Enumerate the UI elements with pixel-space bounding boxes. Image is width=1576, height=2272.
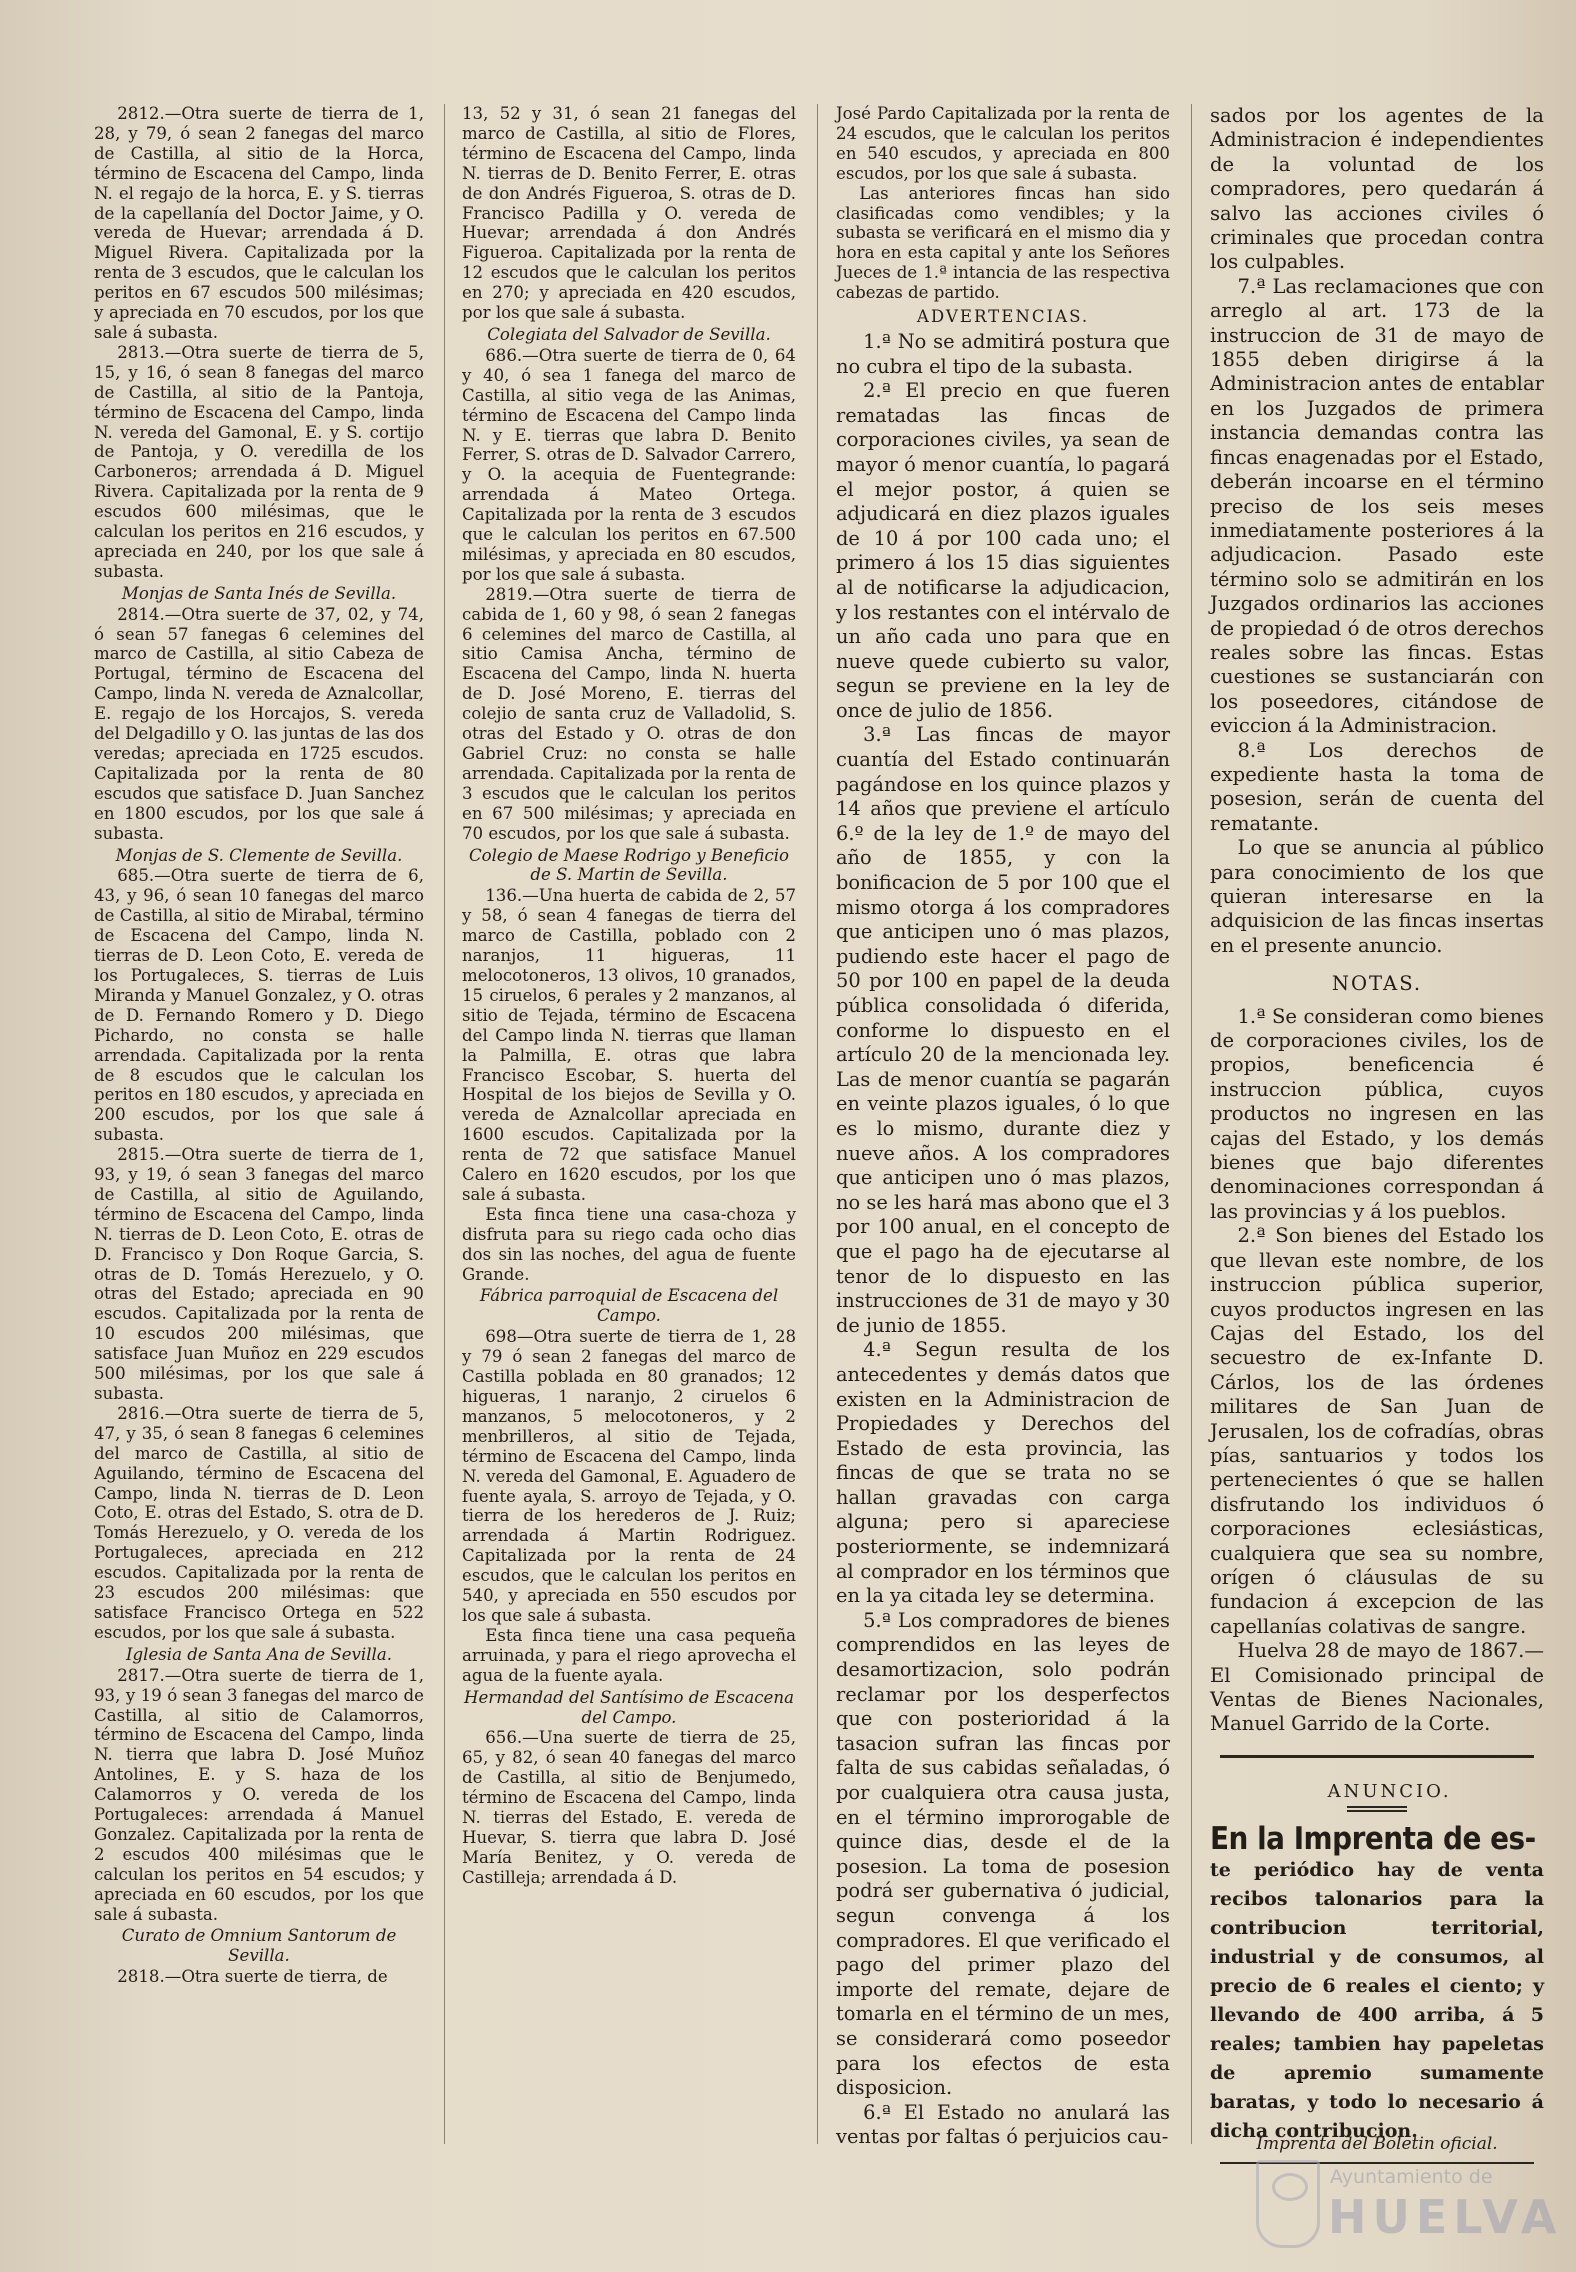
nota-1: 1.ª Se consideran como bienes de corporaciones civiles, los de propios, beneficencia é instruccion pública, cuyos productos no ingresen en las cajas del Estado, y los demás bienes que bajo diferentes denominaciones correspondan á las provincias y á los pueblos. (1210, 1004, 1544, 1223)
advertencia-6: 6.ª El Estado no anulará las ventas por faltas ó perjuicios cau- (836, 2100, 1170, 2149)
advertencia-8: 8.ª Los derechos de expediente hasta la toma de posesion, serán de cuenta del rematante. (1210, 738, 1544, 835)
continued-paragraph: 13, 52 y 31, ó sean 21 fanegas del marco de Castilla, al sitio de Flores, término de Escacena del Campo, linda N. tierras de D. Benito Ferrer, E. otras de don Andrés Figueroa, S. otras de D. Francisco Padilla y O. vereda de Huevar; arrendada á don Andrés Figueroa. Capitalizada por la renta de 12 escudos que le calculan los peritos en 270; y apreciada en 420 escudos, por los que sale á subasta. (462, 104, 796, 323)
divider (1220, 1755, 1534, 1758)
lot-2815: 2815.—Otra suerte de tierra de 1, 93, y 19, ó sean 3 fanegas del marco de Castilla, al sitio de Aguilando, término de Escacena del Campo, linda N. tierras de D. Leon Coto, E. otras de D. Francisco y Don Roque Garcia, S. otras de D. Tomás Herezuelo, y O. otras del Estado; apreciada en 90 escudos. Capitalizada por la renta de 10 escudos 200 milésimas, que satisface Juan Muñoz en 229 escudos 500 milésimas, por los que sale á subasta. (94, 1145, 424, 1403)
advertencia-4: 4.ª Segun resulta de los antecedentes y demás datos que existen en la Administracion de Propiedades y Derechos del Estado de esta provincia, las fincas de que se trata no se hallan gravadas con carga alguna; pero si apareciese posteriormente, se indemnizará al comprador en los términos que en la ya citada ley se determina. (836, 1338, 1170, 1608)
lot-2814: 2814.—Otra suerte de 37, 02, y 74, ó sean 57 fanegas 6 celemines del marco de Castilla, al sitio Cabeza de Portugal, término de Escacena del Campo, linda N. vereda de Aznalcollar, E. regajo de los Horcajos, S. vereda del Delgadillo y O. las juntas de las dos veredas; apreciada en 1725 escudos. Capitalizada por la renta de 80 escudos que satisface D. Juan Sanchez en 1800 escudos, por los que sale á subasta. (94, 604, 424, 843)
column-rule (817, 104, 818, 2144)
column-rule (1191, 104, 1192, 2144)
nota-2: 2.ª Son bienes del Estado los que llevan este nombre, de los instruccion pública superior, cuyos productos ingresen en las Cajas del Estado, los del secuestro de ex-Infante D. Cárlos, los de las órdenes militares de San Juan de Jerusalen, los de cofradías, obras pías, santuarios y todos los pertenecientes ó que se hallen disfrutando los individuos ó corporaciones eclesiásticas, cualquiera que sea su nombre, orígen ó cláusulas de su fundacion á excepcion de las capellanías colativas de sangre. (1210, 1224, 1544, 1638)
signature-date: Huelva 28 de mayo de 1867.—El Comisionado principal de Ventas de Bienes Nacionales, Manuel Garrido de la Corte. (1210, 1639, 1544, 1736)
watermark-line-2: HUELVA (1328, 2190, 1563, 2244)
advertencia-2: 2.ª El precio en que fueren rematadas las fincas de corporaciones civiles, ya sean de mayor ó menor cuantía, lo pagará el mejor postor, á quien se adjudicará en diez plazos iguales de 10 á por 100 cada uno; el primero á los 15 dias siguientes al de notificarse la adjudicacion, y los restantes con el intérvalo de un año cada uno para que en nueve quede cubierto su valor, segun se previene en la ley de once de julio de 1856. (836, 379, 1170, 722)
advertencia-3: 3.ª Las fincas de mayor cuantía del Estado continuarán pagándose en los quince plazos y 14 años que previene el artículo 6.º de la ley de 1.º de mayo del año de 1855, y con la bonificacion de 5 por 100 que el mismo otorga á los compradores que anticipen uno ó mas plazos, pudiendo este hacer el pago de 50 por 100 en papel de la deuda pública consolidada ó diferida, conforme lo dispuesto en el artículo 20 de la mencionada ley. Las de menor cuantía se pagarán en veinte plazos iguales, ó lo que es lo mismo, durante diez y nueve años. A los compradores que anticipen uno ó mas plazos, no se les hará mas abono que el 3 por 100 anual, en el concepto de que el pago ha de ejecutarse al tenor de lo dispuesto en las instrucciones de 31 de mayo y 30 de junio de 1855. (836, 723, 1170, 1337)
lot-2816: 2816.—Otra suerte de tierra de 5, 47, y 35, ó sean 8 fanegas 6 celemines del marco de Castilla, al sitio de Aguilando, término de Escacena del Campo, linda N. tierras de D. Leon Coto, E. otras del Estado, S. otra de D. Tomás Herezuelo, y O. vereda de los Portugaleces, apreciada en 212 escudos. Capitalizada por la renta de 23 escudos 200 milésimas: que satisface Francisco Ortega en 522 escudos, por los que sale á subasta. (94, 1403, 424, 1642)
section-heading: Colegio de Maese Rodrigo y Beneficio de S. Martin de Sevilla. (468, 845, 790, 885)
announcement-paragraph: Lo que se anuncia al público para conocimiento de los que quieran interesarse en la adquisicion de las fincas insertas en el presente anuncio. (1210, 836, 1544, 957)
lot-685: 685.—Otra suerte de tierra de 6, 43, y 96, ó sean 10 fanegas del marco de Castilla, al sitio de Mirabal, término de Escacena del Campo, linda N. tierras de D. Leon Coto, E. vereda de los Portugaleces, S. tierras de Luis Miranda y Manuel Gonzalez, y O. otras de D. Fernando Romero y D. Diego Pichardo, no consta se halle arrendada. Capitalizada por la renta de 8 escudos que le calculan los peritos en 180 escudos, y apreciada en 200 escudos, por los que sale á subasta. (94, 866, 424, 1145)
column-3 (836, 104, 1170, 2150)
column-4 (1210, 104, 1544, 2186)
section-heading: Colegiata del Salvador de Sevilla. (487, 324, 771, 344)
continued-paragraph: sados por los agentes de la Administracion é independientes de la voluntad de los compradores, pero quedarán á salvo las acciones civiles ó criminales que procedan contra los culpables. (1210, 104, 1544, 274)
lot-136: 136.—Una huerta de cabida de 2, 57 y 58, ó sean 4 fanegas de tierra del marco de Castilla, poblado con 2 naranjos, 11 higueras, 11 melocotoneros, 13 olivos, 10 granados, 15 ciruelos, 6 perales y 2 manzanos, al sitio de Tejada, término de Escacena del Campo linda N. tierras que llaman la Palmilla, E. otras que labra Francisco Escobar, S. huerta del Hospital de los biejos de Sevilla y O. vereda de Aznalcollar apreciada en 1600 escudos. Capitalizada por la renta de 72 que satisface Manuel Calero en 1620 escudos, por los que sale á subasta. (462, 886, 796, 1204)
section-heading: Curato de Omnium Santorum de Sevilla. (121, 1926, 397, 1966)
printer-imprint: Imprenta del Boletin oficial. (1256, 2134, 1498, 2154)
column-rule (444, 104, 445, 2144)
anuncio-heading: ANUNCIO. (1327, 1780, 1452, 1802)
advertencia-1: 1.ª No se admitirá postura que no cubra el tipo de la subasta. (836, 329, 1170, 378)
advertencia-5: 5.ª Los compradores de bienes comprendidos en las leyes de desamortizacion, solo podrán reclamar por los desperfectos que con posterioridad á la tasacion sufran las fincas por falta de sus cabidas señaladas, ó por cualquiera otra causa justa, en el término improrogable de quince dias, desde el de la posesion. La toma de posesion podrá ser gubernativa ó judicial, segun convenga á los compradores. El que verificado el pago del primer plazo del importe del remate, dejare de tomarla en el término de un mes, se considerará como poseedor para los efectos de esta disposicion. (836, 1608, 1170, 2100)
advertencia-7: 7.ª Las reclamaciones que con arreglo al art. 173 de la instruccion de 31 de mayo de 1855 deben dirigirse á la Administracion antes de entablar en los Juzgados de primera instancia demandas contra las fincas enagenadas por el Estado, deberán incoarse en el término preciso de los seis meses inmediatamente posteriores á la adjudicacion. Pasado este término solo se admitirán en los Juzgados ordinarios las acciones de propiedad ó de otros derechos reales sobre las fincas. Estas cuestiones se sustanciarán con los poseedores, citándose de eviccion á la Administracion. (1210, 274, 1544, 738)
anuncio-headline: En la Imprenta de es- (1210, 1821, 1536, 1858)
lot-2818: 2818.—Otra suerte de tierra, de (117, 1967, 388, 1987)
note-paragraph: Esta finca tiene una casa pequeña arruinada, y para el riego aprovecha el agua de la fuente ayala. (462, 1625, 796, 1685)
lot-2813: 2813.—Otra suerte de tierra de 5, 15, y 16, ó sean 8 fanegas del marco de Castilla, al sitio de la Pantoja, término de Escacena del Campo, linda N. vereda del Gamonal, E. y S. cortijo de Pantoja, y O. veredilla de los Carboneros; arrendada á D. Miguel Rivera. Capitalizada por la renta de 9 escudos 600 milésimas, que le calculan los peritos en 216 escudos, y apreciada en 240, por los que sale á subasta. (94, 342, 424, 581)
continued-paragraph: José Pardo Capitalizada por la renta de 24 escudos, que le calculan los peritos en 540 escudos, y apreciada en 800 escudos, por los que sale á subasta. (836, 104, 1170, 183)
lot-656: 656.—Una suerte de tierra de 25, 65, y 82, ó sean 40 fanegas del marco de Castilla, al sitio de Benjumedo, término de Escacena del Campo, linda N. tierras del Estado, E. vereda de Huevar, S. tierra que labra D. José María Benitez, y O. vereda de Castilleja; arrendada á D. (462, 1728, 796, 1887)
notas-heading: NOTAS. (1331, 972, 1423, 996)
lot-2819: 2819.—Otra suerte de tierra de cabida de 1, 60 y 98, ó sean 2 fanegas 6 celemines del marco de Castilla, al sitio Camisa Ancha, término de Escacena del Campo, linda N. huerta de D. José Moreno, E. tierras del colejio de santa cruz de Valladolid, S. otras del Estado y O. otras de don Gabriel Cruz: no consta se halle arrendada. Capitalizada por la renta de 3 escudos que le calculan los peritos en 67 500 milésimas; y apreciada en 70 escudos, por los que sale á subasta. (462, 584, 796, 843)
coat-of-arms-icon (1256, 2160, 1320, 2248)
lot-2812: 2812.—Otra suerte de tierra de 1, 28, y 79, ó sean 2 fanegas del marco de Castilla, al sitio de la Horca, término de Escacena del Campo, linda N. el regajo de la horca, E. y S. tierras de la capellanía del Doctor Jaime, y O. vereda de Huevar; arrendada á D. Miguel Rivera. Capitalizada por la renta de 3 escudos, que le calculan los peritos en 67 escudos 500 milésimas; y apreciada en 70 escudos, por los que sale á subasta. (94, 104, 424, 342)
lot-2817: 2817.—Otra suerte de tierra de 1, 93, y 19 ó sean 3 fanegas del marco de Castilla, al sitio de Calamorros, término de Escacena del Campo, linda N. tierra que labra D. José Muñoz Antolines, E. y S. haza de los Calamorros y O. vereda de los Portugaleces: arrendada á Manuel Gonzalez. Capitalizada por la renta de 2 escudos 400 milésimas que le calculan los peritos en 54 escudos; y apreciada en 60 escudos, por los que sale á subasta. (94, 1665, 424, 1924)
archive-watermark (1250, 2160, 1563, 2250)
watermark-line-1: Ayuntamiento de (1330, 2166, 1493, 2188)
advertencias-heading: ADVERTENCIAS. (916, 307, 1090, 327)
classification-paragraph: Las anteriores fincas han sido clasificadas como vendibles; y la subasta se verificará en el mismo dia y hora en esta capital y ante los Señores Jueces de 1.ª intancia de las respectiva cabezas de partido. (836, 183, 1170, 303)
anuncio-body: te periódico hay de venta recibos talonarios para la contribucion territorial, industrial y de consumos, al precio de 6 reales el ciento; y llevando de 400 arriba, á 5 reales; tambien hay papeletas de apremio sumamente baratas, y todo lo necesario á dicha contribucion. (1210, 1859, 1544, 2143)
section-heading: Fábrica parroquial de Escacena del Campo. (479, 1286, 779, 1326)
section-heading: Monjas de S. Clemente de Sevilla. (115, 845, 403, 865)
note-paragraph: Esta finca tiene una casa-choza y disfruta para su riego cada ocho dias dos sin las noches, del agua de fuente Grande. (462, 1204, 796, 1284)
section-heading: Monjas de Santa Inés de Sevilla. (121, 583, 397, 603)
lot-686: 686.—Otra suerte de tierra de 0, 64 y 40, ó sea 1 fanega del marco de Castilla, al sitio vega de las Animas, término de Escacena del Campo linda N. y E. tierras que labra D. Benito Ferrer, S. otras de D. Salvador Carrero, y O. la acequia de Fuentegrande: arrendada á Mateo Ortega. Capitalizada por la renta de 3 escudos que le calculan los peritos en 67.500 milésimas, y apreciada en 80 escudos, por los que sale á subasta. (462, 345, 796, 584)
section-heading: Iglesia de Santa Ana de Sevilla. (125, 1644, 392, 1664)
lot-698: 698—Otra suerte de tierra de 1, 28 y 79 ó sean 2 fanegas del marco de Castilla poblada en 80 granados; 12 higueras, 1 naranjo, 2 ciruelos 6 manzanos, 5 melocotoneros, y 2 menbrilleros, al sitio de Tejada, término de Escacena del Campo, linda N. vereda del Gamonal, E. Aguadero de fuente ayala, S. arroyo de Tejada, y O. tierra de los herederos de J. Ruiz; arrendada á Martin Rodriguez. Capitalizada por la renta de 24 escudos, que le calculan los peritos en 540, y apreciada en 550 escudos por los que sale á subasta. (462, 1327, 796, 1625)
column-2 (462, 104, 796, 1888)
section-heading: Hermandad del Santísimo de Escacena del Campo. (464, 1687, 794, 1727)
column-1 (94, 104, 424, 1987)
double-rule (1347, 1806, 1407, 1812)
